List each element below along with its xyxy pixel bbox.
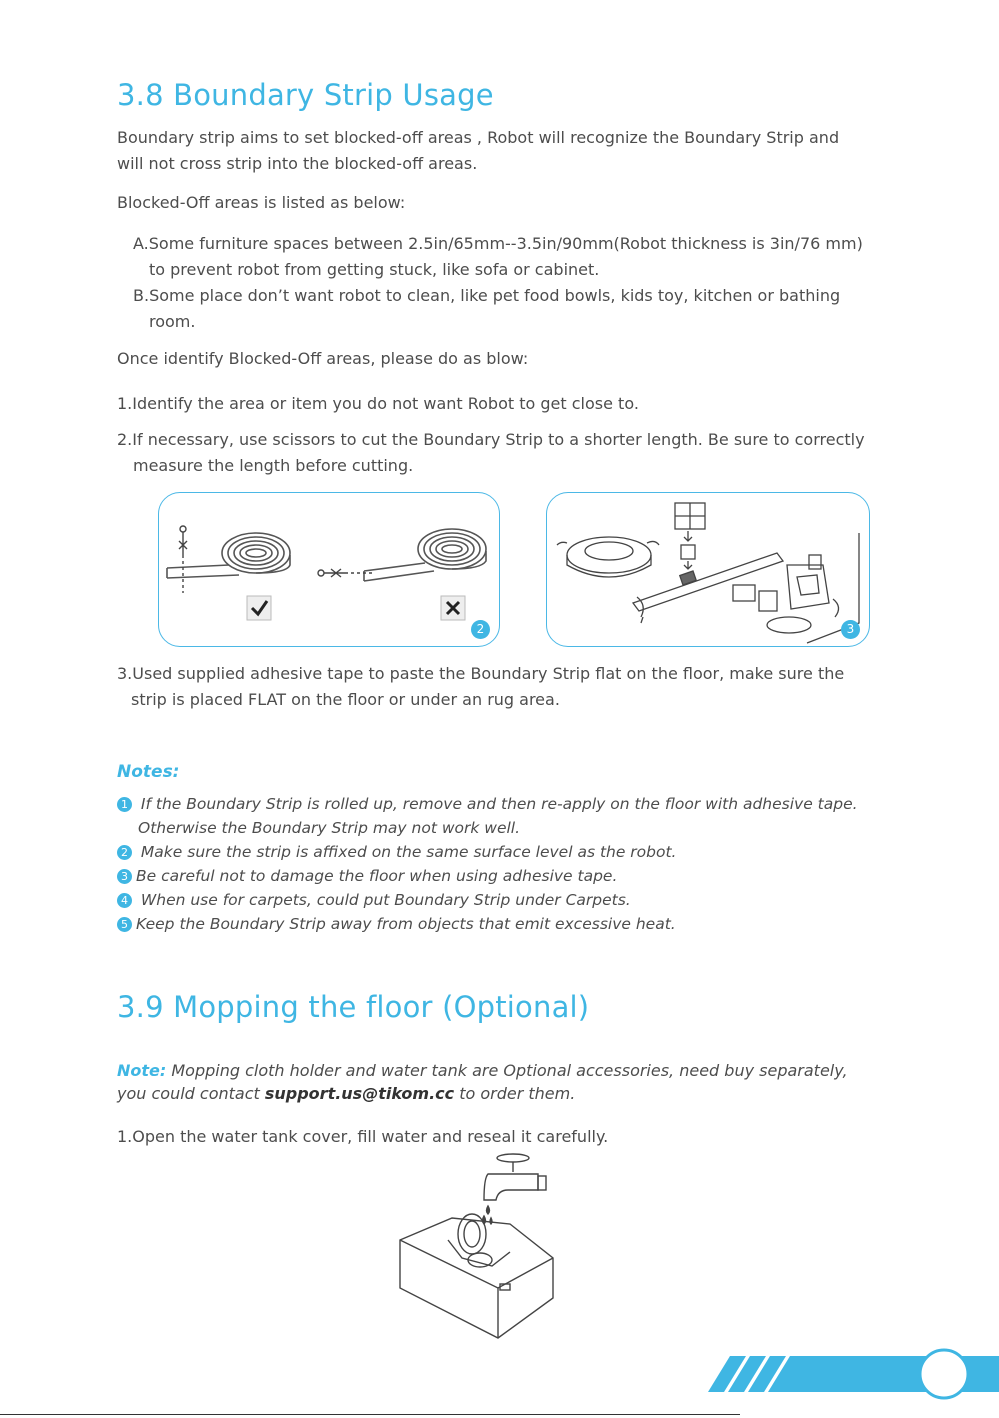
step-3-line-1: 3.Used supplied adhesive tape to paste the Boundary Strip flat on the floor, make sure the [117, 664, 845, 683]
note-text-1: If the Boundary Strip is rolled up, remove and then re-apply on the floor with adhesive tape. [136, 795, 858, 813]
note-item-1 [117, 792, 858, 816]
step-1: 1.Identify the area or item you do not want Robot to get close to. [117, 394, 639, 413]
mopping-note-text: Mopping cloth holder and water tank are Optional accessories, need buy separately, [166, 1061, 848, 1080]
note-item-3 [117, 864, 617, 888]
notes-title: Notes: [117, 762, 180, 782]
mopping-note-pre: you could contact [117, 1084, 265, 1103]
water-tank-illustration [388, 1148, 568, 1348]
support-email-link[interactable]: support.us@tikom.cc [264, 1084, 455, 1103]
intro-line-1: Boundary strip aims to set blocked-off areas , Robot will recognize the Boundary Strip and [117, 128, 840, 147]
figure-robot-strip [546, 492, 870, 647]
note-text-5: Keep the Boundary Strip away from objects that emit excessive heat. [136, 915, 676, 933]
item-a-line-2: to prevent robot from getting stuck, like sofa or cabinet. [149, 260, 600, 279]
note-item-5 [117, 912, 676, 936]
note-item-2 [117, 840, 677, 864]
figure-badge-2: 2 [471, 620, 490, 639]
mopping-note-post: to order them. [454, 1084, 576, 1103]
blocked-off-listed: Blocked-Off areas is listed as below: [117, 193, 406, 212]
note-item-4 [117, 888, 631, 912]
note-number-2: 2 [117, 845, 132, 860]
step-2-line-1: 2.If necessary, use scissors to cut the Boundary Strip to a shorter length. Be sure to correctly [117, 430, 865, 449]
section-heading-mopping: 3.9 Mopping the floor (Optional) [117, 990, 590, 1024]
note-text-4: When use for carpets, could put Boundary Strip under Carpets. [136, 891, 631, 909]
mopping-note-line-2 [117, 1082, 575, 1106]
note-text-3: Be careful not to damage the floor when using adhesive tape. [136, 867, 618, 885]
intro-line-2: will not cross strip into the blocked-off areas. [117, 154, 478, 173]
item-b-line-2: room. [149, 312, 196, 331]
mopping-note-line-1 [117, 1059, 848, 1083]
item-b-line-1: B.Some place don’t want robot to clean, like pet food bowls, kids toy, kitchen or bathing [133, 286, 841, 305]
note-item-1-continued: Otherwise the Boundary Strip may not work well. [138, 819, 521, 837]
section-heading-boundary-strip: 3.8 Boundary Strip Usage [117, 78, 494, 112]
cut-strip-illustration [159, 493, 500, 647]
note-number-3: 3 [117, 869, 132, 884]
mopping-step-1: 1.Open the water tank cover, fill water and reseal it carefully. [117, 1127, 609, 1146]
step-3-line-2: strip is placed FLAT on the floor or under an rug area. [131, 690, 560, 709]
robot-strip-illustration [547, 493, 870, 647]
figure-badge-3: 3 [841, 620, 860, 639]
once-identify: Once identify Blocked-Off areas, please do as blow: [117, 349, 529, 368]
note-number-5: 5 [117, 917, 132, 932]
note-number-1: 1 [117, 797, 132, 812]
note-number-4: 4 [117, 893, 132, 908]
footer-decoration [706, 1346, 999, 1418]
footer-rule [0, 1414, 740, 1415]
note-text-2: Make sure the strip is affixed on the same surface level as the robot. [136, 843, 677, 861]
mopping-note-label: Note: [117, 1061, 167, 1080]
step-2-line-2: measure the length before cutting. [133, 456, 414, 475]
figure-cut-strip [158, 492, 500, 647]
item-a-line-1: A.Some furniture spaces between 2.5in/65mm--3.5in/90mm(Robot thickness is 3in/76 mm) [133, 234, 863, 253]
